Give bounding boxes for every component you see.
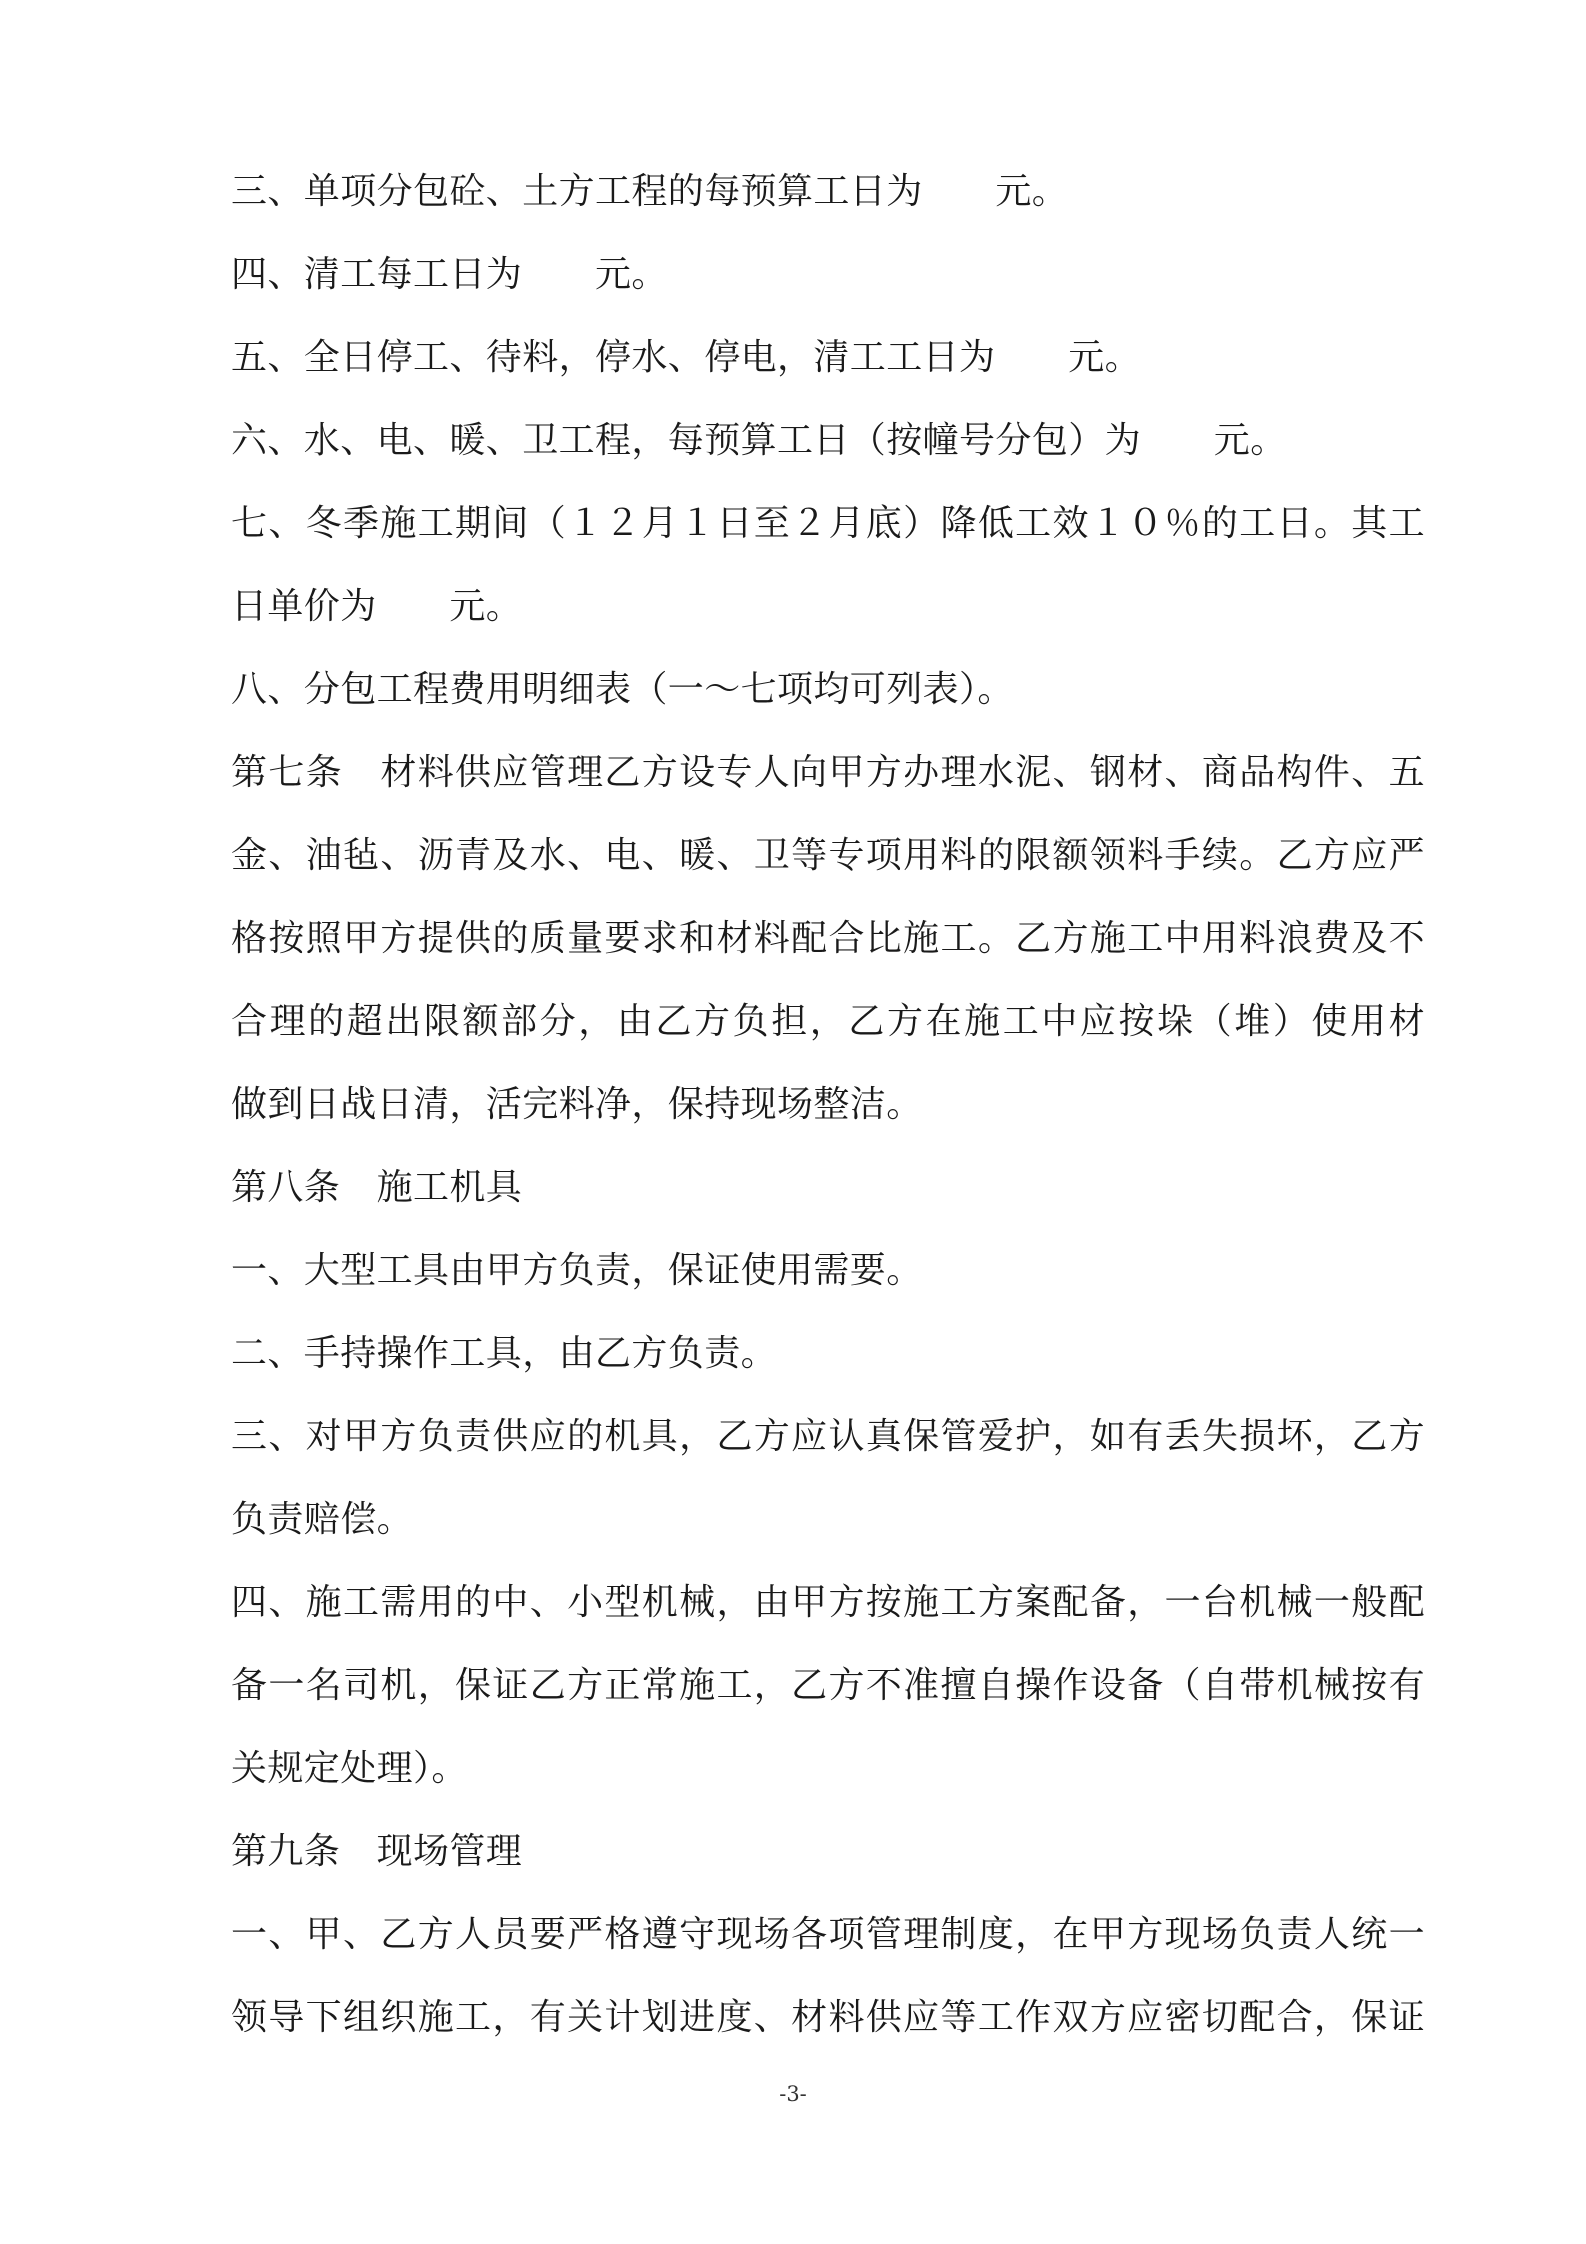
section-heading-article-7: 第七条 材料供应管理乙方设专人向甲方办理水泥、钢材、商品构件、五 — [231, 752, 1425, 793]
text-line: 关规定处理）。 — [231, 1748, 468, 1789]
text-line: 八、分包工程费用明细表（一～七项均可列表）。 — [231, 669, 1014, 710]
text-line: 格按照甲方提供的质量要求和材料配合比施工。乙方施工中用料浪费及不 — [231, 918, 1425, 959]
page-number: -3- — [779, 2082, 807, 2106]
text-line: 四、施工需用的中、小型机械，由甲方按施工方案配备，一台机械一般配 — [231, 1582, 1425, 1623]
text-line: 七、冬季施工期间（１２月１日至２月底）降低工效１０％的工日。其工 — [231, 503, 1425, 544]
text-line: 负责赔偿。 — [231, 1499, 414, 1540]
text-line: 三、对甲方负责供应的机具，乙方应认真保管爱护，如有丢失损坏，乙方 — [231, 1416, 1425, 1457]
text-line: 三、单项分包砼、土方工程的每预算工日为 元。 — [231, 171, 1069, 212]
text-line: 备一名司机，保证乙方正常施工，乙方不准擅自操作设备（自带机械按有 — [231, 1665, 1425, 1706]
text-line: 四、清工每工日为 元。 — [231, 254, 668, 295]
text-line: 日单价为 元。 — [231, 586, 523, 627]
section-heading-article-9: 第九条 现场管理 — [231, 1831, 523, 1872]
text-line: 做到日战日清，活完料净，保持现场整洁。 — [231, 1084, 923, 1125]
document-body — [231, 150, 1425, 2059]
text-line: 六、水、电、暖、卫工程，每预算工日（按幢号分包）为 元。 — [231, 420, 1287, 461]
text-line: 领导下组织施工，有关计划进度、材料供应等工作双方应密切配合，保证 — [231, 1997, 1425, 2038]
text-line: 一、大型工具由甲方负责，保证使用需要。 — [231, 1250, 923, 1291]
section-heading-article-8: 第八条 施工机具 — [231, 1167, 523, 1208]
text-line: 金、油毡、沥青及水、电、暖、卫等专项用料的限额领料手续。乙方应严 — [231, 835, 1425, 876]
text-line: 五、全日停工、待料，停水、停电，清工工日为 元。 — [231, 337, 1142, 378]
text-line: 一、甲、乙方人员要严格遵守现场各项管理制度，在甲方现场负责人统一 — [231, 1914, 1425, 1955]
text-line: 合理的超出限额部分，由乙方负担，乙方在施工中应按垛（堆）使用材 — [231, 1001, 1425, 1042]
text-line: 二、手持操作工具，由乙方负责。 — [231, 1333, 778, 1374]
